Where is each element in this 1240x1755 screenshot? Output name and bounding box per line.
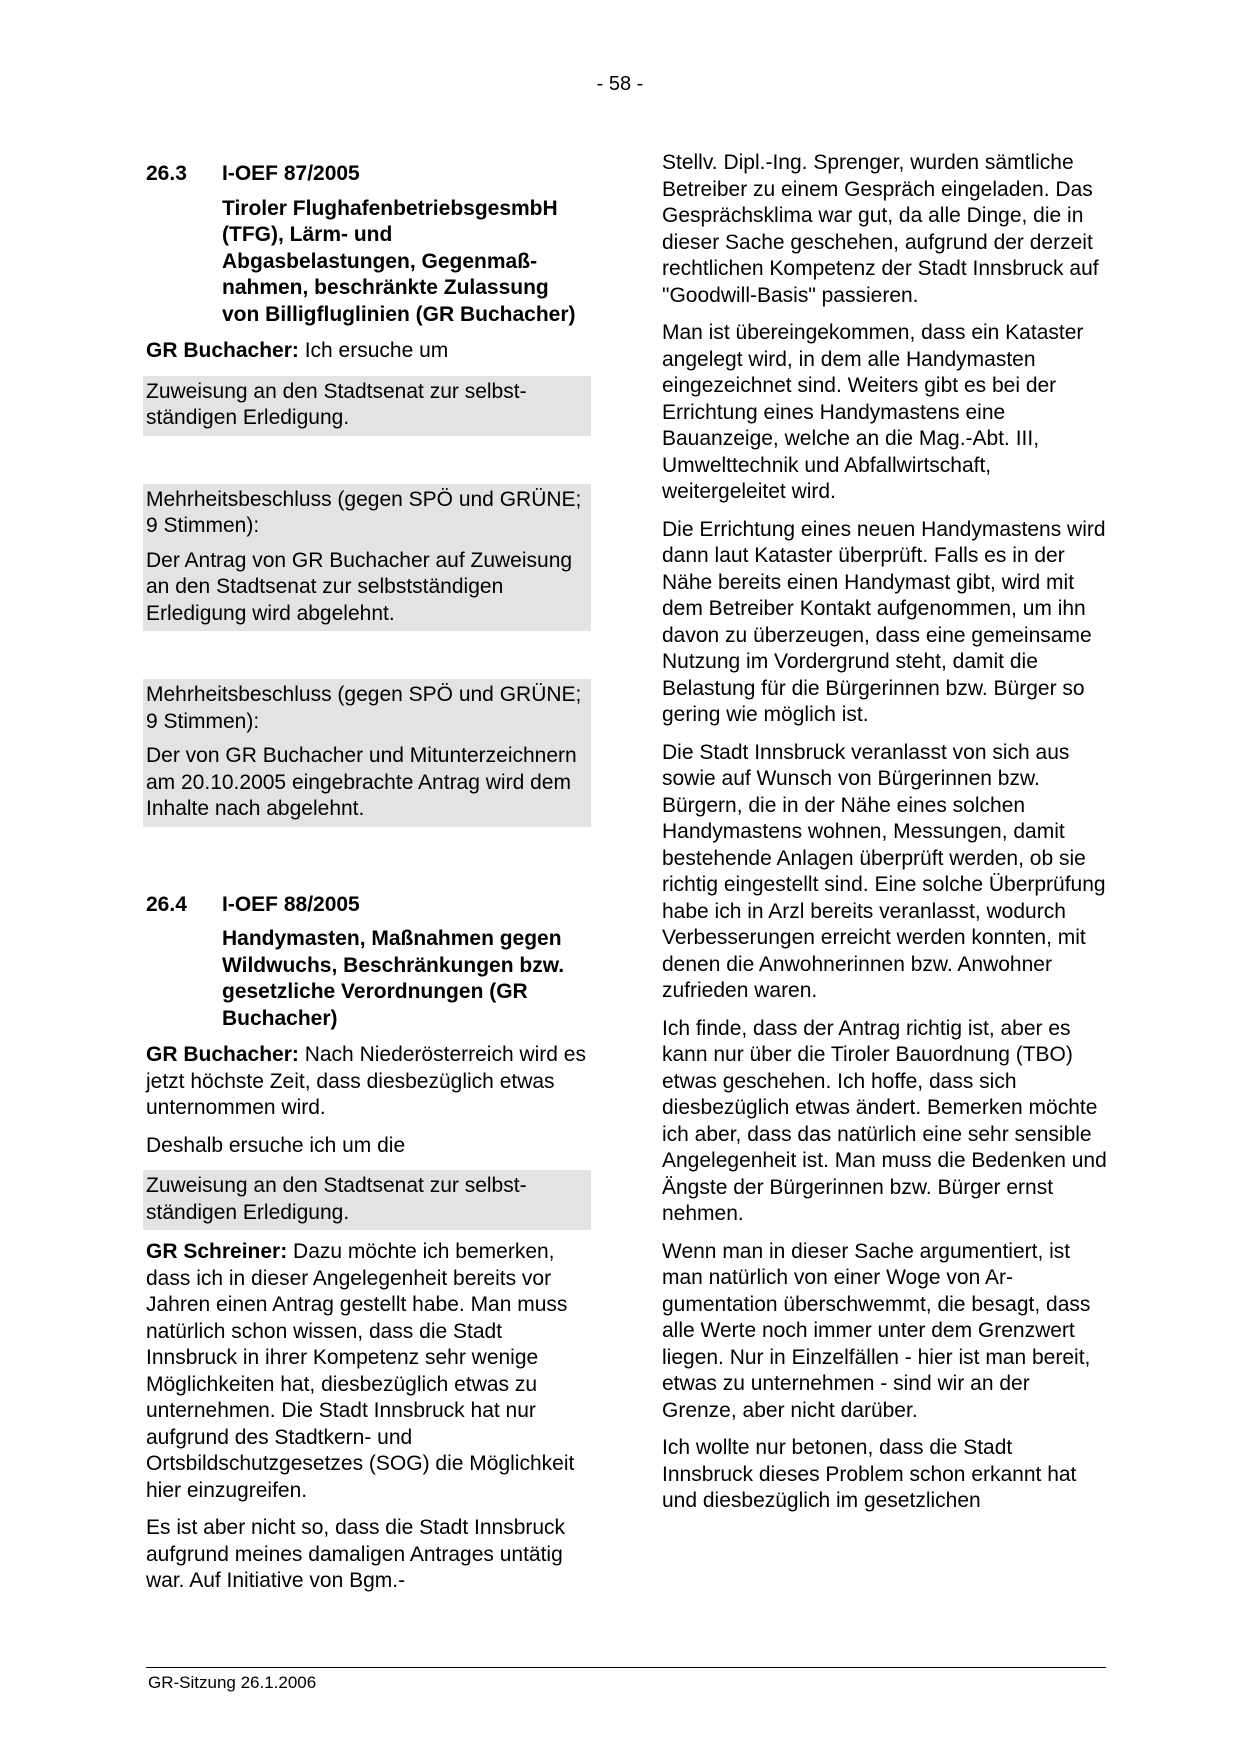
speech-paragraph bbox=[146, 338, 591, 365]
speech-text: Nach Niederösterreich wird es jetzt höchste Zeit, dass diesbezüglich etwas unternommen wird. bbox=[146, 1043, 586, 1119]
footer-text: GR-Sitzung 26.1.2006 bbox=[148, 1673, 317, 1692]
speech-paragraph bbox=[146, 1042, 591, 1122]
right-column bbox=[662, 150, 1107, 1526]
body-paragraph: Die Errichtung eines neuen Handymastens wird dann laut Kataster überprüft. Falls es in der Nähe bereits einen Handymast gibt, wird mit dem Betreiber Kontakt aufgenommen, um ihn davon zu überzeugen, dass eine gemeinsame Nutzung im Vordergrund steht, damit die Belastung für die Bürgerinnen bzw. Bürger so gering wie möglich ist. bbox=[662, 517, 1106, 726]
item-title: Handymasten, Maßnahmen gegen Wildwuchs, Beschränkungen bzw. gesetzliche Verordnungen (GR Buchacher) bbox=[222, 927, 565, 1030]
page-number: - 58 - bbox=[596, 73, 644, 95]
body-paragraph: Wenn man in dieser Sache argumentiert, ist man natürlich von einer Woge von Argumentation überschwemmt, die besagt, dass alle Werte noch immer unter dem Grenzwert liegen. Nur in Einzelfällen - hier ist man bereit, etwas zu unternehmen - sind wir an der Grenze, aber nicht darüber. bbox=[662, 1239, 1091, 1422]
vote-text: Mehrheitsbeschluss (gegen SPÖ und GRÜNE; 9 Stimmen): bbox=[146, 487, 582, 537]
speaker-name: GR Schreiner: bbox=[146, 1240, 288, 1263]
item-heading bbox=[146, 892, 591, 919]
left-column bbox=[146, 150, 591, 1606]
motion-box bbox=[143, 376, 591, 436]
request-text: Deshalb ersuche ich um die bbox=[146, 1133, 406, 1157]
speech-text: Dazu möchte ich bemerken, dass ich in dieser Angelegenheit bereits vor Jahren einen Antrag gestellt habe. Man muss natürlich schon wissen, dass die Stadt Innsbruck in ihrer Kompetenz sehr wenige Möglichkeiten hat, diesbezüglich etwas zu unternehmen. Die Stadt Innsbruck hat nur aufgrund des Stadtkern- und Ortsbildschutzgesetzes (SOG) die Möglichkeit hier einzugreifen. bbox=[146, 1240, 575, 1502]
footer-divider bbox=[146, 1667, 1106, 1668]
item-code: I-OEF 88/2005 bbox=[222, 892, 360, 916]
body-paragraph: Es ist aber nicht so, dass die Stadt Innsbruck aufgrund meines damaligen Antrages untätig war. Auf Initiative von Bgm.- bbox=[146, 1516, 566, 1592]
decision-box bbox=[143, 484, 591, 632]
item-heading bbox=[146, 161, 591, 188]
speaker-name: GR Buchacher: bbox=[146, 339, 299, 362]
speech-paragraph bbox=[146, 1239, 591, 1504]
item-number: 26.4 bbox=[146, 892, 187, 916]
item-number: 26.3 bbox=[146, 162, 187, 185]
decision-box bbox=[143, 679, 591, 827]
item-title: Tiroler FlughafenbetriebsgesmbH (TFG), Lärm- und Abgasbelastungen, Gegenmaßnahmen, beschränkte Zulassung von Billigfluglinien (GR Buchacher) bbox=[222, 196, 576, 326]
body-paragraph: Ich wollte nur betonen, dass die Stadt Innsbruck dieses Problem schon erkannt hat und diesbezüglich im gesetzlichen bbox=[662, 1436, 1077, 1512]
result-text: Der Antrag von GR Buchacher auf Zuweisung an den Stadtsenat zur selbstständigen Erledigung wird abgelehnt. bbox=[146, 548, 573, 625]
speaker-name: GR Buchacher: bbox=[146, 1043, 299, 1066]
body-paragraph: Man ist übereingekommen, dass ein Kataster angelegt wird, in dem alle Handymasten eingezeichnet sind. Weiters gibt es bei der Errichtung eines Handymastens eine Bauanzeige, welche an die Mag.-Abt. III, Umwelttechnik und Abfallwirtschaft, weitergeleitet wird. bbox=[662, 321, 1084, 503]
vote-text: Mehrheitsbeschluss (gegen SPÖ und GRÜNE; 9 Stimmen): bbox=[146, 683, 582, 733]
body-paragraph: Stellv. Dipl.-Ing. Sprenger, wurden sämtliche Betreiber zu einem Gespräch eingeladen. Das Gesprächsklima war gut, da alle Dinge, die in dieser Sache geschehen, aufgrund der derzeit rechtlichen Kompetenz der Stadt Innsbruck auf "Goodwill-Basis" passieren. bbox=[662, 151, 1099, 307]
body-paragraph: Ich finde, dass der Antrag richtig ist, aber es kann nur über die Tiroler Bauordnung (TBO) etwas geschehen. Ich hoffe, dass sich diesbezüglich etwas ändert. Bemerken möchte ich aber, dass das natürlich eine sehr sensible Angelegenheit ist. Man muss die Bedenken und Ängste der Bürgerinnen bzw. Bürger ernst nehmen. bbox=[662, 1016, 1107, 1225]
motion-text: Zuweisung an den Stadtsenat zur selbstständigen Erledigung. bbox=[146, 379, 527, 429]
motion-box bbox=[143, 1170, 591, 1230]
body-paragraph: Die Stadt Innsbruck veranlasst von sich aus sowie auf Wunsch von Bürgerinnen bzw. Bürgern, die in der Nähe eines solchen Handymastens wohnen, Messungen, damit bestehende Anlagen überprüft werden, ob sie richtig eingestellt sind. Eine solche Überprüfung habe ich in Arzl bereits veranlasst, wodurch Verbesserungen erreicht werden konnten, mit denen die Anwohnerinnen bzw. Anwohner zufrieden waren. bbox=[662, 740, 1106, 1002]
result-text: Der von GR Buchacher und Mitunterzeichnern am 20.10.2005 eingebrachte Antrag wird dem Inhalte nach abgelehnt. bbox=[146, 744, 577, 820]
item-code: I-OEF 87/2005 bbox=[222, 162, 360, 185]
speech-text: Ich ersuche um bbox=[298, 339, 449, 362]
motion-text: Zuweisung an den Stadtsenat zur selbstständigen Erledigung. bbox=[146, 1174, 527, 1224]
